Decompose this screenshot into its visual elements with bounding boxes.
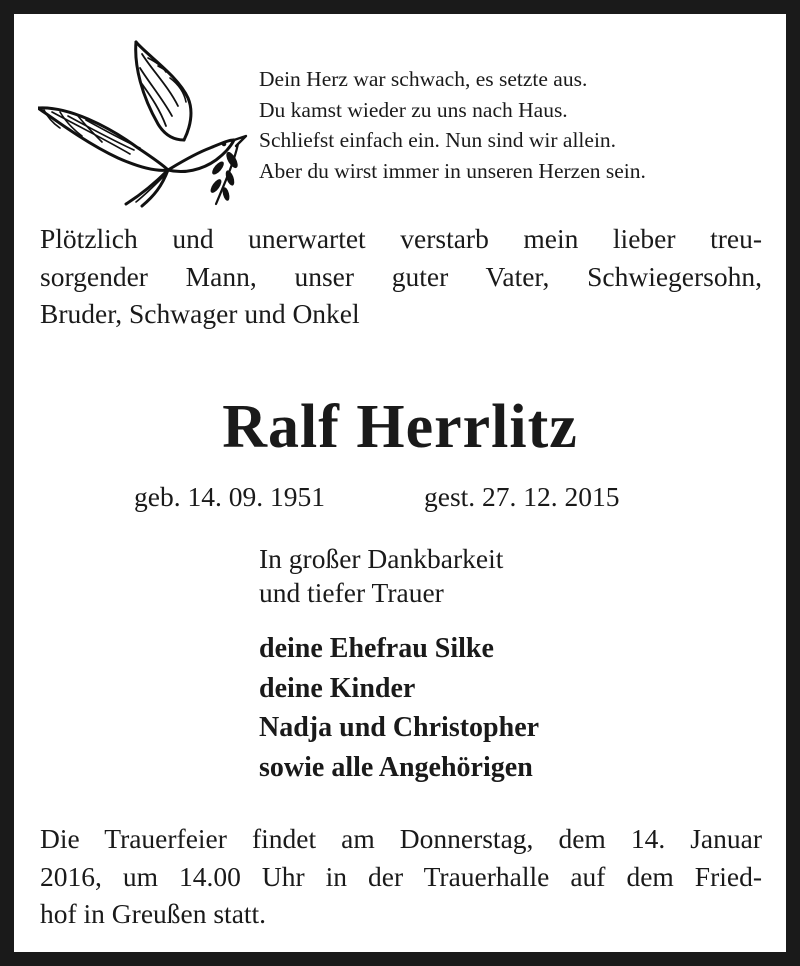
thanks-line: In großer Dankbarkeit [259,543,504,574]
intro-line: Plötzlich und unerwartet verstarb mein lieber treu- [40,223,762,254]
service-line: 2016, um 14.00 Uhr in der Trauerhalle auf dem Fried- [40,860,762,892]
mourners-list [259,629,539,787]
dove-icon [38,36,256,208]
poem-line: Du kamst wieder zu uns nach Haus. [259,97,568,122]
mourner-line: deine Kinder [259,672,416,704]
mourner-line: sowie alle Angehörigen [259,751,533,783]
service-notice [40,820,762,933]
mourner-line: deine Ehefrau Silke [259,633,494,664]
intro-text [40,220,762,333]
thanks-line: und tiefer Trauer [259,577,444,608]
mourner-line: Nadja und Christopher [259,712,540,743]
thanks-text [259,542,503,610]
deceased-name: Ralf Herrlitz [222,393,578,461]
death-date: gest. 27. 12. 2015 [424,481,620,512]
service-line: hof in Greußen statt. [40,898,267,929]
intro-line: Bruder, Schwager und Onkel [40,298,360,329]
poem-line: Schliefst einfach ein. Nun sind wir allein. [259,128,617,152]
birth-date: geb. 14. 09. 1951 [134,481,325,512]
obituary-card [14,14,786,952]
life-dates [134,480,620,514]
intro-line: sorgender Mann, unser guter Vater, Schwiegersohn, [40,260,762,292]
poem-line: Dein Herz war schwach, es setzte aus. [259,67,588,91]
poem-line: Aber du wirst immer in unseren Herzen sein. [259,158,646,183]
poem [259,64,646,186]
service-line: Die Trauerfeier findet am Donnerstag, dem 14. Januar [40,823,762,854]
